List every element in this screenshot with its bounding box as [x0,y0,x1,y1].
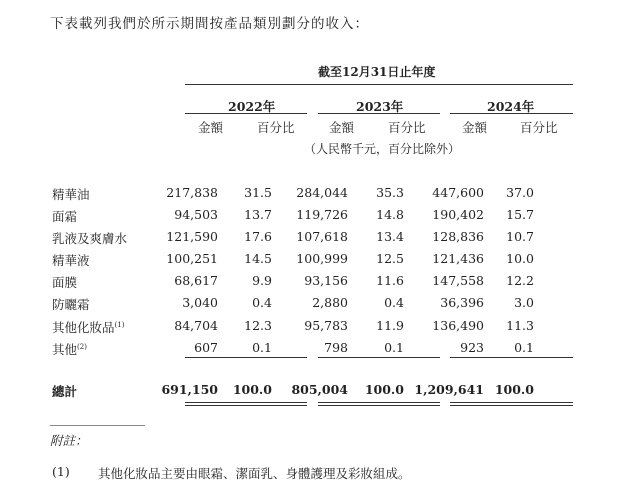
total-double-line-1 [185,402,307,406]
period-underline [185,84,573,85]
year-2024-underline [450,113,573,114]
table-cell: 0.4 [252,295,272,310]
table-cell: 13.4 [376,229,404,244]
table-cell: 68,617 [174,273,218,288]
table-cell: 0.1 [514,340,534,355]
total-label: 總計 [52,384,78,399]
table-cell: 10.0 [506,251,534,266]
row-label-text: 乳液及爽膚水 [52,231,128,246]
row-label [52,185,90,203]
table-cell: 2,880 [312,295,348,310]
footnote-marker: (1) [114,320,125,329]
table-cell: 12.5 [376,251,404,266]
col-amount-2024: 金額 [462,120,488,135]
table-cell: 100,251 [166,251,218,266]
total-cell: 805,004 [291,382,348,397]
table-cell: 0.1 [252,340,272,355]
table-cell: 100,999 [296,251,348,266]
table-cell: 31.5 [244,185,272,200]
table-cell: 93,156 [304,273,348,288]
table-cell: 15.7 [506,207,534,222]
footnote-text: 其他化妝品主要由眼霜、潔面乳、身體護理及彩妝組成。 [98,466,411,481]
footnote-separator [50,425,145,426]
row-label [52,318,124,336]
table-cell: 95,783 [304,318,348,333]
table-cell: 217,838 [166,185,218,200]
table-cell: 12.2 [506,273,534,288]
table-cell: 607 [194,340,218,355]
table-cell: 11.9 [376,318,404,333]
col-amount-2022: 金額 [198,120,224,135]
table-cell: 14.5 [244,251,272,266]
row-label-text: 精華油 [52,187,90,202]
table-cell: 119,726 [296,207,348,222]
year-2023-underline [318,113,440,114]
total-double-line-3 [450,402,573,406]
table-cell: 190,402 [432,207,484,222]
table-cell: 147,558 [432,273,484,288]
footnote-title: 附註： [50,433,88,448]
total-double-line-2 [318,402,440,406]
table-cell: 128,836 [432,229,484,244]
year-2022: 2022年 [228,99,276,114]
table-cell: 9.9 [252,273,272,288]
table-cell: 121,590 [166,229,218,244]
table-cell: 11.6 [376,273,404,288]
col-amount-2023: 金額 [329,120,355,135]
row-label-text: 其他 [52,342,78,357]
year-2024: 2024年 [487,99,535,114]
unit-note: （人民幣千元，百分比除外） [304,142,461,156]
table-cell: 0.1 [384,340,404,355]
row-label [52,295,90,313]
table-cell: 284,044 [296,185,348,200]
row-label-text: 防曬霜 [52,297,90,312]
table-cell: 14.8 [376,207,404,222]
table-cell: 94,503 [174,207,218,222]
total-cell: 100.0 [232,382,272,397]
table-cell: 37.0 [506,185,534,200]
table-cell: 3.0 [514,295,534,310]
total-cell: 691,150 [161,382,218,397]
year-2023: 2023年 [356,99,404,114]
total-cell: 100.0 [494,382,534,397]
table-cell: 121,436 [432,251,484,266]
table-cell: 0.4 [384,295,404,310]
table-cell: 10.7 [506,229,534,244]
total-cell: 1,209,641 [414,382,484,397]
table-cell: 136,490 [432,318,484,333]
col-percent-2024: 百分比 [520,120,558,135]
intro-text: 下表載列我們於所示期間按產品類別劃分的收入： [50,16,369,32]
row-label [52,229,127,247]
table-cell: 12.3 [244,318,272,333]
period-header: 截至12月31日止年度 [318,65,436,79]
row-label-text: 精華液 [52,253,90,268]
table-cell: 11.3 [506,318,534,333]
table-cell: 17.6 [244,229,272,244]
table-cell: 107,618 [296,229,348,244]
total-cell: 100.0 [364,382,404,397]
table-cell: 3,040 [182,295,218,310]
col-percent-2023: 百分比 [388,120,426,135]
col-percent-2022: 百分比 [257,120,295,135]
table-cell: 35.3 [376,185,404,200]
table-cell: 84,704 [174,318,218,333]
row-label-text: 面霜 [52,209,78,224]
table-cell: 13.7 [244,207,272,222]
subtotal-line-1 [185,357,307,358]
footnote-number: (1) [52,464,70,479]
subtotal-line-3 [450,357,573,358]
row-label-text: 面膜 [52,275,78,290]
row-label-text: 其他化妝品 [52,320,115,335]
subtotal-line-2 [318,357,440,358]
row-label [52,207,77,225]
year-2022-underline [185,113,307,114]
table-cell: 447,600 [432,185,484,200]
row-label [52,251,90,269]
footnote-marker: (2) [77,342,87,351]
table-cell: 36,396 [440,295,484,310]
table-cell: 798 [324,340,348,355]
table-cell: 923 [460,340,484,355]
row-label [52,340,87,358]
row-label [52,273,77,291]
